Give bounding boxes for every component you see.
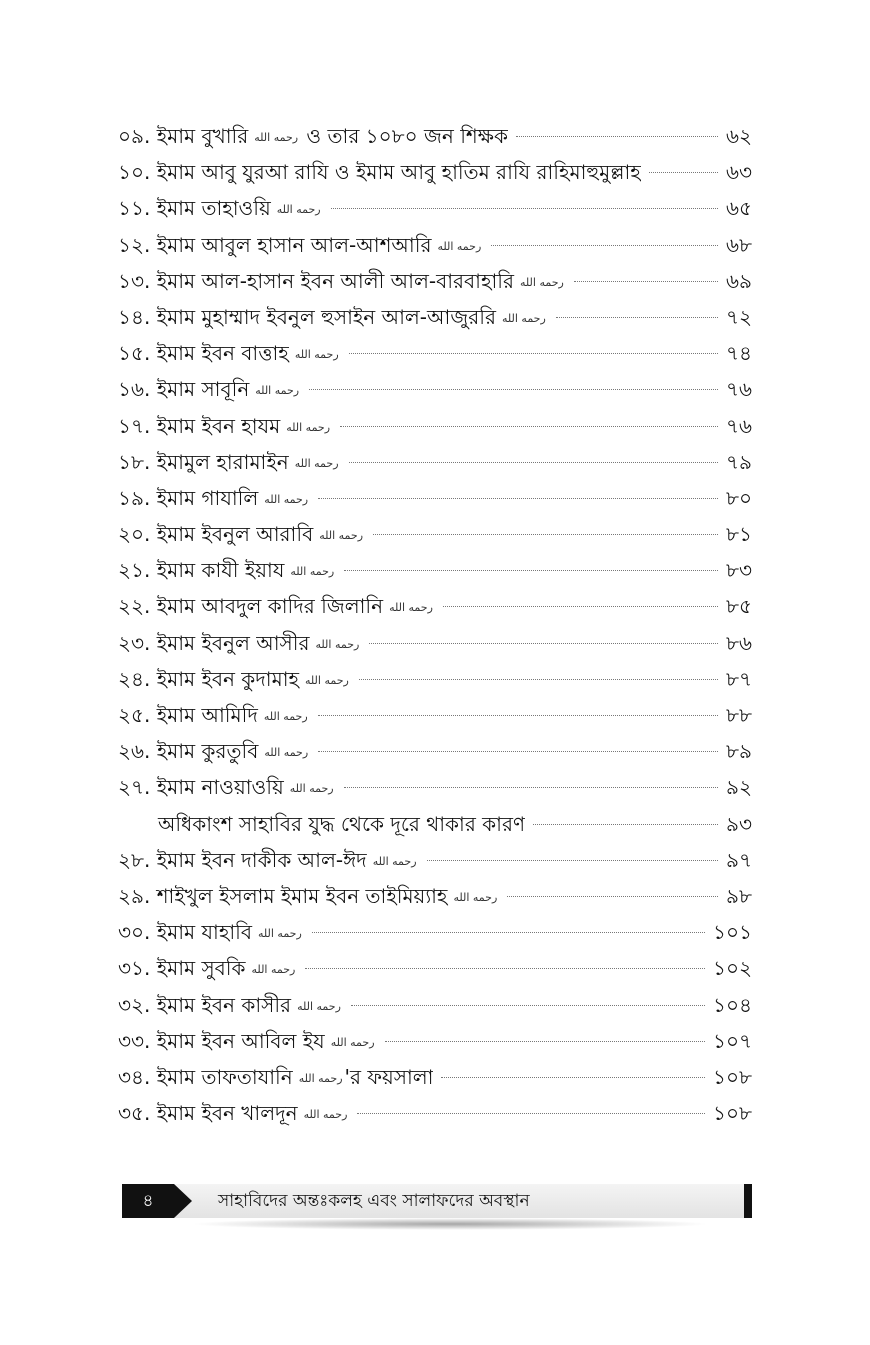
dot-leader [359, 679, 718, 680]
toc-row [118, 950, 752, 986]
toc-page-number: ১০৮ [713, 1064, 752, 1089]
toc-page-number: ৯৮ [726, 883, 752, 908]
toc-entry-title [118, 480, 310, 518]
toc-entry-text: ২১. ইমাম কাযী ইয়ায [118, 558, 285, 583]
toc-entry-text: অধিকাংশ সাহাবির যুদ্ধ থেকে দূরে থাকার কারণ [158, 811, 526, 836]
toc-page-number: ৮৯ [726, 739, 752, 764]
dot-leader [318, 751, 718, 752]
footer-book-title: সাহাবিদের অন্তঃকলহ এবং সালাফদের অবস্থান [218, 1191, 530, 1211]
toc-row [118, 335, 752, 371]
honorific-calligraphy-icon: رحمه الله [297, 999, 341, 1013]
honorific-calligraphy-icon: رحمه الله [305, 673, 349, 687]
honorific-calligraphy-icon: رحمه الله [303, 1108, 348, 1122]
toc-entry-title [118, 227, 483, 265]
toc-row [118, 552, 752, 588]
toc-page-number: ৭২ [725, 304, 752, 329]
toc-page-number: ৬৩ [725, 160, 752, 185]
dot-leader [349, 353, 718, 354]
toc-page-number: ৮৬ [726, 630, 752, 655]
toc-entry-text: ২৮. ইমাম ইবন দাকীক আল-ঈদ [118, 847, 367, 872]
toc-entry-text: ২৭. ইমাম নাওয়াওয়ি [118, 775, 284, 800]
honorific-calligraphy-icon: رحمه الله [294, 348, 339, 362]
dot-leader [385, 1041, 705, 1042]
footer-arrow-icon [174, 1184, 192, 1218]
toc-row [118, 733, 752, 769]
dot-leader [507, 896, 718, 897]
toc-entry-text: ৩৪. ইমাম তাফতাযানি [118, 1064, 293, 1089]
toc-entry-text: ১৯. ইমাম গাযালি [118, 485, 259, 510]
toc-entry-text: ১৩. ইমাম আল-হাসান ইবন আলী আল-বারবাহারি [118, 268, 515, 293]
toc-page-number: ৬৯ [726, 268, 752, 293]
toc-page-number: ৭৬ [725, 413, 752, 438]
toc-entry-title [118, 335, 341, 373]
honorific-calligraphy-icon: رحمه الله [389, 601, 433, 615]
toc-entry-text: ২৬. ইমাম কুরতুবি [118, 739, 259, 764]
toc-page-number: ১০৪ [713, 992, 752, 1017]
toc-row [118, 769, 752, 805]
toc-row [118, 588, 752, 624]
honorific-calligraphy-icon: رحمه الله [251, 963, 296, 977]
toc-entry-text: ২৩. ইমাম ইবনুল আসীর [118, 630, 310, 655]
toc-entry-title [118, 444, 341, 482]
honorific-calligraphy-icon: رحمه الله [276, 203, 321, 217]
toc-entry-title [118, 190, 323, 228]
toc-page-number: ৮৭ [726, 666, 752, 691]
toc-row [118, 227, 752, 263]
toc-entry-title [118, 371, 301, 409]
toc-entry-title [118, 987, 343, 1025]
toc-row [118, 625, 752, 661]
toc-entry-text: ২৯. শাইখুল ইসলাম ইমাম ইবন তাইমিয়্যাহ [118, 883, 448, 908]
honorific-calligraphy-icon: رحمه الله [264, 746, 309, 760]
toc-row [118, 299, 752, 335]
toc-page-number: ৮০ [726, 485, 752, 510]
toc-entry-title [118, 1023, 377, 1061]
dot-leader [305, 968, 705, 969]
toc-entry-text: ৩১. ইমাম সুবকি [118, 956, 246, 981]
toc-page-number: ১০৭ [713, 1028, 752, 1053]
toc-entry-text: ১২. ইমাম আবুল হাসান আল-আশআরি [118, 232, 432, 257]
toc-entry-text: ৩৩. ইমাম ইবন আবিল ইয [118, 1028, 325, 1053]
dot-leader [427, 860, 719, 861]
toc-entry-title [118, 263, 566, 301]
dot-leader [373, 534, 718, 535]
toc-entry-text: ৩৫. ইমাম ইবন খালদূন [118, 1101, 298, 1126]
toc-entry-text: ২০. ইমাম ইবনুল আরাবি [118, 522, 314, 547]
toc-row [118, 444, 752, 480]
toc-page-number: ৮৩ [726, 558, 752, 583]
toc-entry-suffix: ও তার ১০৮০ জন শিক্ষক [300, 124, 508, 148]
toc-entry-text: ২২. ইমাম আবদুল কাদির জিলানি [118, 594, 384, 619]
toc-entry-title [118, 661, 351, 699]
toc-row [118, 118, 752, 154]
page-footer [122, 1184, 752, 1218]
honorific-calligraphy-icon: رحمه الله [264, 492, 309, 506]
toc-entry-title [118, 588, 435, 626]
toc-page-number: ১০১ [713, 920, 752, 945]
toc-row [118, 914, 752, 950]
dot-leader [491, 245, 718, 246]
dot-leader [357, 1113, 705, 1114]
toc-entry-text: ১৫. ইমাম ইবন বাত্তাহ [118, 341, 289, 366]
honorific-calligraphy-icon: رحمه الله [520, 275, 564, 289]
dot-leader [318, 498, 718, 499]
toc-page-number: ১০২ [713, 956, 752, 981]
dot-leader [649, 172, 718, 173]
toc-entry-text: ১০. ইমাম আবু যুরআ রাযি ও ইমাম আবু হাতিম রাযি রাহিমাহুমুল্লাহ [118, 160, 641, 185]
toc-entry-text: ১৮. ইমামুল হারামাইন [118, 449, 289, 474]
toc-entry-text: ১৭. ইমাম ইবন হাযম [118, 413, 281, 438]
toc-entry-title [118, 769, 336, 807]
toc-page-number: ৭৬ [725, 377, 752, 402]
toc-entry-title [118, 154, 641, 190]
toc-row [118, 480, 752, 516]
dot-leader [340, 426, 718, 427]
toc-entry-suffix: 'র ফয়সালা [344, 1064, 434, 1089]
toc-page-number: ৬৫ [726, 196, 752, 221]
toc-list [118, 118, 752, 1131]
toc-page-number: ৯২ [726, 775, 752, 800]
toc-entry-title [118, 552, 336, 590]
toc-entry-title [118, 1095, 349, 1133]
toc-row [118, 806, 752, 842]
toc-entry-text: ০৯. ইমাম বুখারি [118, 124, 249, 148]
toc-entry-text: ১১. ইমাম তাহাওয়ি [118, 196, 271, 221]
honorific-calligraphy-icon: رحمه الله [263, 710, 308, 723]
dot-leader [533, 824, 718, 825]
footer-shadow [190, 1218, 710, 1230]
toc-entry-title [118, 299, 548, 337]
toc-entry-text: ৩০. ইমাম যাহাবি [118, 920, 252, 945]
toc-page-number: ৮১ [726, 522, 752, 547]
toc-row [118, 842, 752, 878]
toc-page-number: ৬২ [725, 124, 752, 148]
toc-entry-title [118, 1059, 433, 1097]
dot-leader [574, 281, 718, 282]
honorific-calligraphy-icon: رحمه الله [330, 1035, 375, 1049]
toc-entry-title [118, 806, 525, 842]
dot-leader [369, 643, 718, 644]
toc-row [118, 1095, 752, 1131]
toc-row [118, 408, 752, 444]
dot-leader [556, 317, 718, 318]
honorific-calligraphy-icon: رحمه الله [257, 927, 302, 941]
toc-entry-title [118, 878, 499, 916]
dot-leader [516, 136, 718, 137]
dot-leader [312, 932, 705, 933]
toc-entry-title [118, 950, 297, 988]
toc-row [118, 263, 752, 299]
footer-end-bar [744, 1184, 752, 1218]
honorific-calligraphy-icon: رحمه الله [298, 1071, 343, 1085]
dot-leader [331, 208, 718, 209]
honorific-calligraphy-icon: رحمه الله [453, 890, 498, 904]
toc-entry-text: ৩২. ইমাম ইবন কাসীর [118, 992, 292, 1017]
toc-page-number: ৯৩ [726, 811, 752, 836]
honorific-calligraphy-icon: رحمه الله [254, 131, 299, 144]
toc-entry-title [118, 118, 508, 156]
honorific-calligraphy-icon: رحمه الله [289, 782, 334, 796]
toc-page-number: ৮৫ [726, 594, 752, 619]
dot-leader [344, 787, 718, 788]
toc-entry-title [118, 697, 310, 735]
footer-page-number: ৪ [122, 1184, 174, 1218]
toc-entry-title [118, 625, 361, 663]
honorific-calligraphy-icon: رحمه الله [286, 420, 331, 434]
table-of-contents [118, 118, 752, 1131]
toc-page-number: ৯৭ [726, 847, 752, 872]
honorific-calligraphy-icon: رحمه الله [319, 529, 364, 543]
dot-leader [318, 715, 718, 716]
toc-row [118, 1023, 752, 1059]
toc-row [118, 1059, 752, 1095]
dot-leader [344, 570, 718, 571]
dot-leader [441, 1077, 705, 1078]
toc-row [118, 697, 752, 733]
toc-entry-text: ২৫. ইমাম আমিদি [118, 703, 258, 727]
dot-leader [309, 389, 718, 390]
dot-leader [349, 462, 718, 463]
toc-page-number: ৮৮ [726, 703, 752, 727]
toc-entry-title [118, 516, 365, 554]
toc-page-number: ৭৯ [726, 449, 752, 474]
toc-page-number: ৭৪ [726, 341, 752, 366]
toc-page-number: ১০৮ [713, 1101, 752, 1126]
toc-row [118, 516, 752, 552]
toc-row [118, 878, 752, 914]
toc-row [118, 154, 752, 190]
toc-entry-title [118, 914, 304, 952]
toc-entry-text: ১৪. ইমাম মুহাম্মাদ ইবনুল হুসাইন আল-আজুররি [118, 304, 496, 329]
honorific-calligraphy-icon: رحمه الله [315, 637, 360, 651]
toc-entry-title [118, 842, 419, 880]
dot-leader [443, 606, 718, 607]
dot-leader [351, 1005, 705, 1006]
honorific-calligraphy-icon: رحمه الله [294, 456, 339, 470]
honorific-calligraphy-icon: رحمه الله [372, 854, 417, 868]
toc-row [118, 371, 752, 407]
honorific-calligraphy-icon: رحمه الله [437, 239, 482, 253]
toc-page-number: ৬৮ [726, 232, 752, 257]
toc-entry-text: ১৬. ইমাম সাবূনি [118, 377, 250, 402]
toc-row [118, 661, 752, 697]
honorific-calligraphy-icon: رحمه الله [290, 565, 335, 579]
toc-entry-title [118, 733, 310, 771]
toc-entry-title [118, 408, 332, 446]
toc-row [118, 190, 752, 226]
honorific-calligraphy-icon: رحمه الله [501, 311, 546, 325]
toc-row [118, 987, 752, 1023]
toc-entry-text: ২৪. ইমাম ইবন কুদামাহ [118, 666, 300, 691]
honorific-calligraphy-icon: رحمه الله [255, 384, 300, 398]
